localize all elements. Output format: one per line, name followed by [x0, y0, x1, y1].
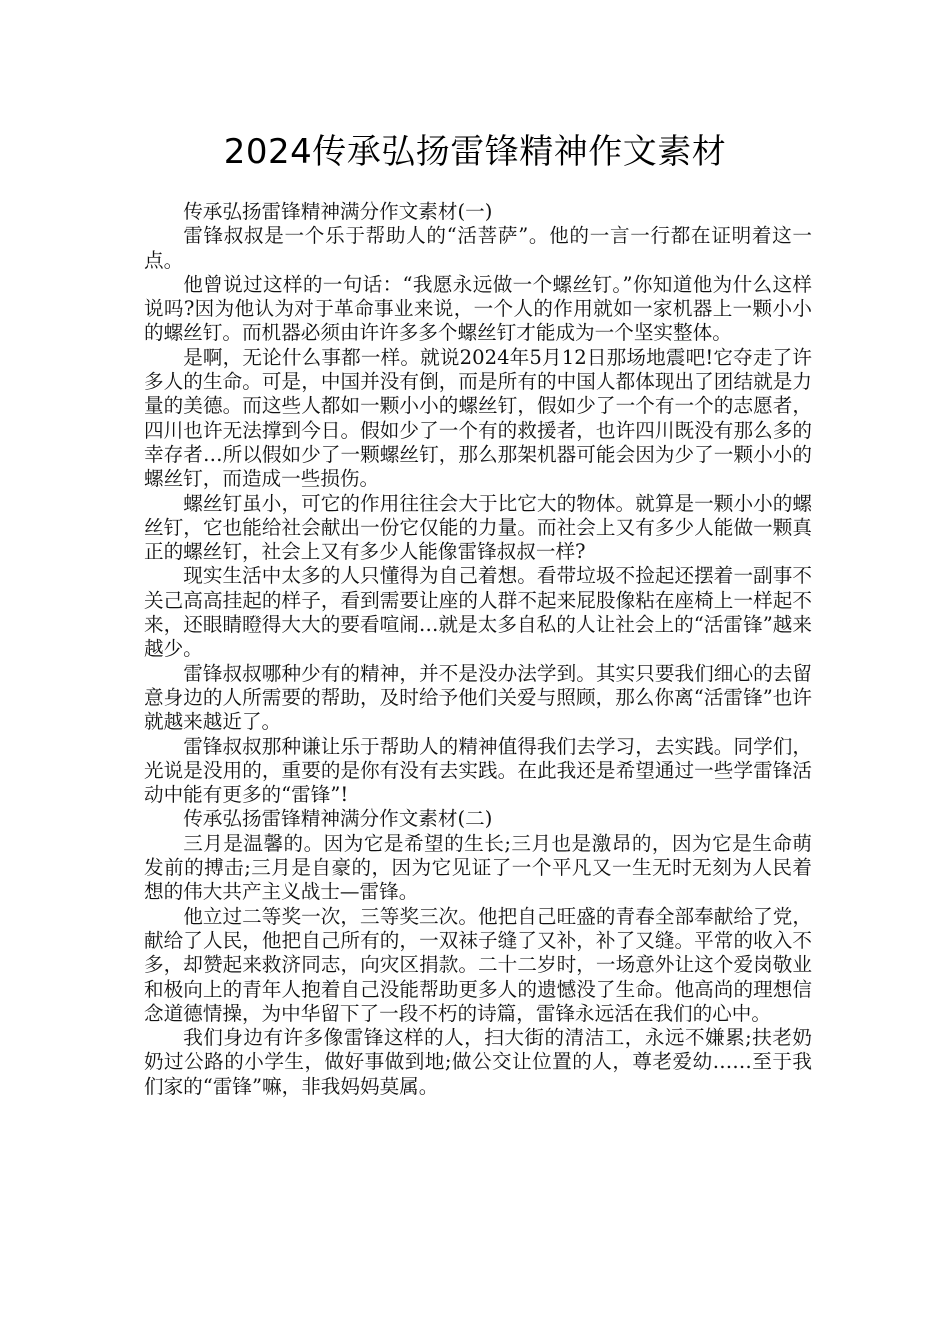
section-heading-2: 传承弘扬雷锋精神满分作文素材(二) [183, 807, 493, 831]
document-body [144, 200, 812, 1099]
paragraph: 雷锋叔叔那种谦让乐于帮助人的精神值得我们去学习，去实践。同学们，光说是没用的，重要的是你有没有去实践。在此我还是希望通过一些学雷锋活动中能有更多的“雷锋”! [144, 734, 812, 807]
paragraph: 他立过二等奖一次，三等奖三次。他把自己旺盛的青春全部奉献给了党，献给了人民，他把自己所有的，一双袜子缝了又补，补了又缝。平常的收入不多，却赞起来救济同志，向灾区捐款。二十二岁时，一场意外让这个爱岗敬业和极向上的青年人抱着自己没能帮助更多人的遗憾没了生命。他高尚的理想信念道德情操，为中华留下了一段不朽的诗篇，雷锋永远活在我们的心中。 [144, 904, 812, 1025]
paragraph: 雷锋叔叔是一个乐于帮助人的“活菩萨”。他的一言一行都在证明着这一点。 [144, 224, 812, 272]
paragraph: 我们身边有许多像雷锋这样的人，扫大街的清洁工，永远不嫌累;扶老奶奶过公路的小学生，做好事做到地;做公交让位置的人，尊老爱幼……至于我们家的“雷锋”嘛，非我妈妈莫属。 [144, 1026, 812, 1098]
document-title: 2024传承弘扬雷锋精神作文素材 [223, 132, 727, 172]
section-heading-1: 传承弘扬雷锋精神满分作文素材(一) [183, 200, 493, 223]
paragraph: 他曾说过这样的一句话：“我愿永远做一个螺丝钉。”你知道他为什么这样说吗?因为他认为对于革命事业来说，一个人的作用就如一家机器上一颗小小的螺丝钉。而机器必须由许许多多个螺丝钉才能成为一个坚实整体。 [144, 272, 812, 345]
paragraph: 雷锋叔叔哪种少有的精神，并不是没办法学到。其实只要我们细心的去留意身边的人所需要的帮助，及时给予他们关爱与照顾，那么你离“活雷锋”也许就越来越近了。 [144, 661, 812, 734]
paragraph: 螺丝钉虽小，可它的作用往往会大于比它大的物体。就算是一颗小小的螺丝钉，它也能给社会献出一份它仅能的力量。而社会上又有多少人能做一颗真正的螺丝钉，社会上又有多少人能像雷锋叔叔一样? [144, 491, 812, 564]
paragraph: 三月是温馨的。因为它是希望的生长;三月也是激昂的，因为它是生命萌发前的搏击;三月是自豪的，因为它见证了一个平凡又一生无时无刻为人民着想的伟大共产主义战士—雷锋。 [144, 831, 812, 904]
paragraph: 是啊，无论什么事都一样。就说2024年5月12日那场地震吧!它夺走了许多人的生命。可是，中国并没有倒，而是所有的中国人都体现出了团结就是力量的美德。而这些人都如一颗小小的螺丝钉，假如少了一个有一个的志愿者，四川也许无法撑到今日。假如少了一个有的救援者，也许四川既没有那么多的幸存者…所以假如少了一颗螺丝钉，那么那架机器可能会因为少了一颗小小的螺丝钉，而造成一些损伤。 [144, 345, 812, 491]
paragraph: 现实生活中太多的人只懂得为自己着想。看带垃圾不捡起还摆着一副事不关己高高挂起的样子，看到需要让座的人群不起来屁股像粘在座椅上一样起不来，还眼睛瞪得大大的要看喧闹…就是太多自私的人让社会上的“活雷锋”越来越少。 [144, 564, 812, 661]
